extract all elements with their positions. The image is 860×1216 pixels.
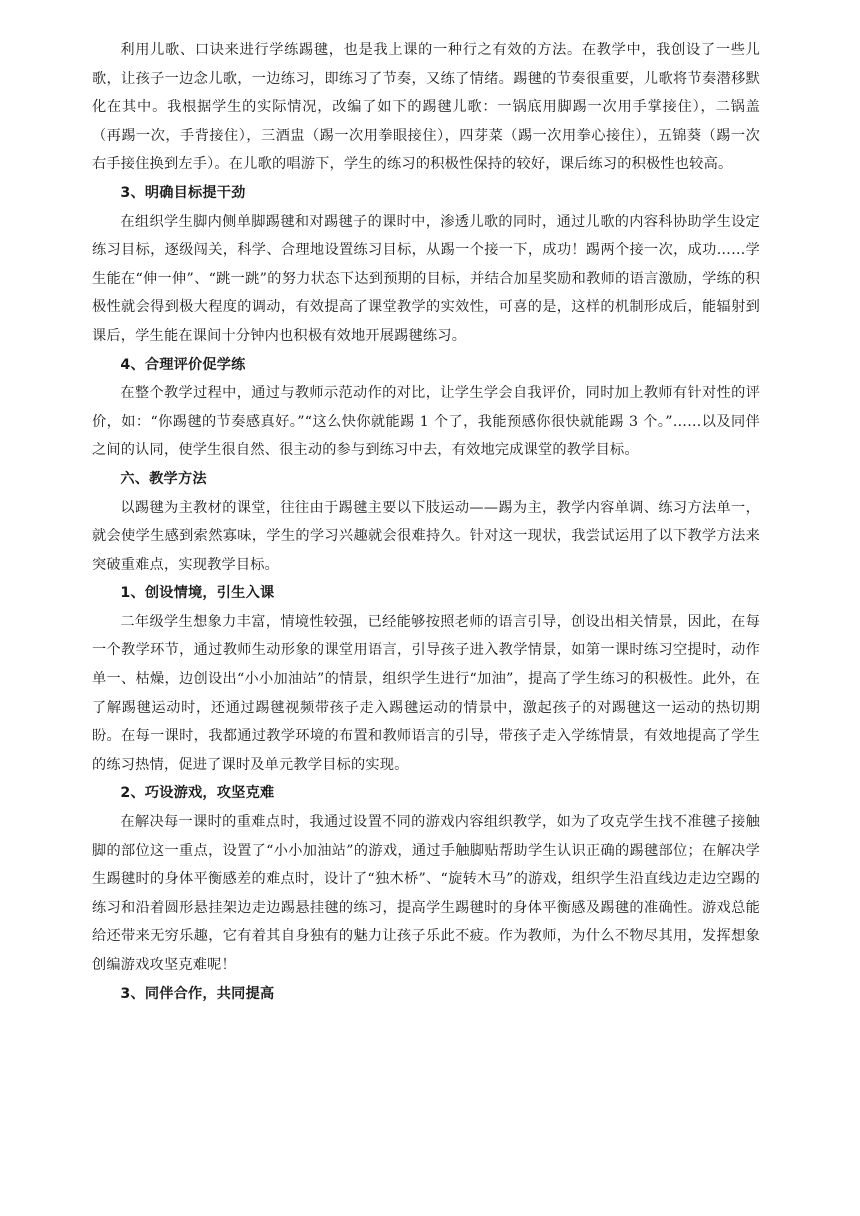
- heading-reasonable-evaluation: 4、合理评价促学练: [120, 356, 246, 373]
- heading-teaching-methods: 六、教学方法: [120, 470, 207, 487]
- heading-games: 2、巧设游戏，攻坚克难: [120, 785, 275, 802]
- paragraph-reasonable-evaluation: 在整个教学过程中，通过与教师示范动作的对比，让学生学会自我评价，同时加上教师有针对性的评价，如：“你踢毽的节奏感真好。”“这么快你就能踢 1 个了，我能预感你很快就能踢 3 个。”……以及同伴之间的认同，使学生很自然、很主动的参与到练习中去，有效地完成课堂的教学目标。: [92, 385, 760, 459]
- paragraph-games: 在解决每一课时的重难点时，我通过设置不同的游戏内容组织教学，如为了攻克学生找不准毽子接触脚的部位这一重点，设置了“小小加油站”的游戏，通过手触脚贴帮助学生认识正确的踢毽部位；在解决学生踢毽时的身体平衡感差的难点时，设计了“独木桥”、“旋转木马”的游戏，组织学生沿直线边走边空踢的练习和沿着圆形悬挂架边走边踢悬挂毽的练习，提高学生踢毽时的身体平衡感及踢毽的准确性。游戏总能给还带来无穷乐趣，它有着其自身独有的魅力让孩子乐此不疲。作为教师，为什么不物尽其用，发挥想象创编游戏攻坚克难呢！: [92, 814, 760, 973]
- heading-clear-goals: 3、明确目标提干劲: [120, 184, 246, 201]
- paragraph-create-situation: 二年级学生想象力丰富，情境性较强，已经能够按照老师的语言引导，创设出相关情景，因此，在每一个教学环节，通过教师生动形象的课堂用语言，引导孩子进入教学情景，如第一课时练习空提时，动作单一、枯燥，边创设出“小小加油站”的情景，组织学生进行“加油”，提高了学生练习的积极性。此外，在了解踢毽运动时，还通过踢毽视频带孩子走入踢毽运动的情景中，激起孩子的对踢毽这一运动的热切期盼。在每一课时，我都通过教学环境的布置和教师语言的引导，带孩子走入学练情景，有效地提高了学生的练习热情，促进了课时及单元教学目标的实现。: [92, 613, 760, 773]
- paragraph-jianzi-rhyme: 利用儿歌、口诀来进行学练踢毽，也是我上课的一种行之有效的方法。在教学中，我创设了一些儿歌，让孩子一边念儿歌，一边练习，即练习了节奏，又练了情绪。踢毽的节奏很重要，儿歌将节奏潜移默化在其中。我根据学生的实际情况，改编了如下的踢毽儿歌：一锅底用脚踢一次用手掌接住），二锅盖（再踢一次，手背接住），三酒盅（踢一次用拳眼接住），四芽菜（踢一次用拳心接住），五锦葵（踢一次右手接住换到左手）。在儿歌的唱游下，学生的练习的积极性保持的较好，课后练习的积极性也较高。: [92, 42, 760, 173]
- heading-peer-cooperation: 3、同伴合作，共同提高: [120, 985, 275, 1002]
- paragraph-teaching-methods: 以踢毽为主教材的课堂，往往由于踢毽主要以下肢运动——踢为主，教学内容单调、练习方法单一，就会使学生感到索然寡味，学生的学习兴趣就会很难持久。针对这一现状，我尝试运用了以下教学方法来突破重难点，实现教学目标。: [92, 499, 760, 573]
- heading-create-situation: 1、创设情境，引生入课: [120, 585, 275, 602]
- document-page: [92, 36, 760, 1008]
- paragraph-clear-goals: 在组织学生脚内侧单脚踢毽和对踢毽子的课时中，渗透儿歌的同时，通过儿歌的内容科协助学生设定练习目标，逐级闯关，科学、合理地设置练习目标，从踢一个接一下，成功！踢两个接一次，成功……学生能在“伸一伸”、“跳一跳”的努力状态下达到预期的目标，并结合加星奖励和教师的语言激励，学练的积极性就会得到极大程度的调动，有效提高了课堂教学的实效性，可喜的是，这样的机制形成后，能辐射到课后，学生能在课间十分钟内也积极有效地开展踢毽练习。: [92, 213, 760, 344]
